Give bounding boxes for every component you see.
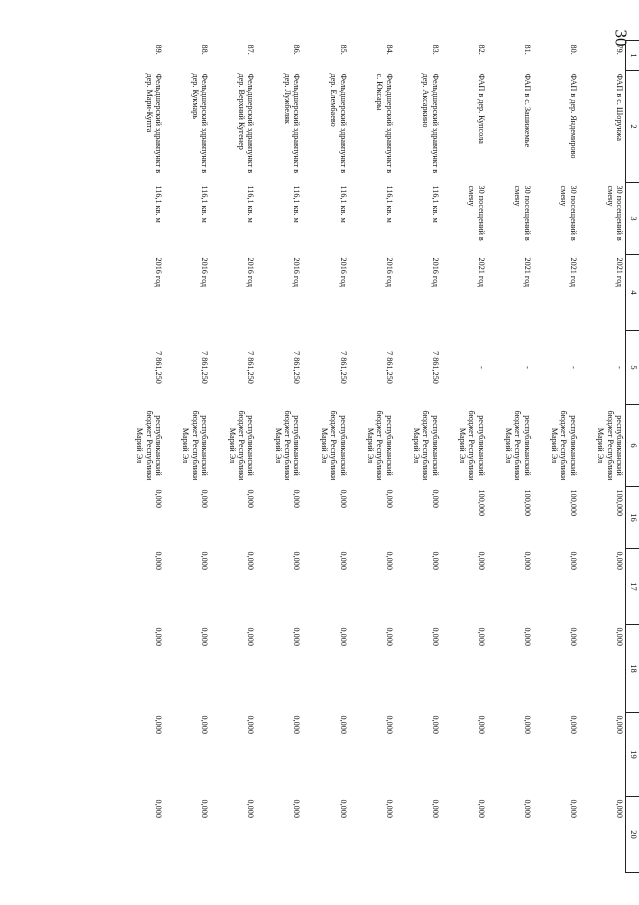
value-col-20: 0,000 xyxy=(615,799,624,818)
value-col-18: 0,000 xyxy=(154,627,164,646)
value-col-20: 0,000 xyxy=(246,799,256,818)
capacity: 116,1 кв. м xyxy=(338,185,348,223)
capacity: 116,1 кв. м xyxy=(430,185,440,223)
row-number: 88. xyxy=(200,44,210,55)
estimated-cost: - xyxy=(615,366,624,369)
capacity: 116,1 кв. м xyxy=(246,185,256,223)
table-row xyxy=(395,41,441,873)
funding-source: республиканский бюджет Республики Марий Эл xyxy=(273,410,302,481)
column-header-1: 1 xyxy=(626,41,639,71)
funding-source: республиканский бюджет Республики Марий Эл xyxy=(365,410,394,481)
value-col-20: 0,000 xyxy=(154,799,164,818)
value-col-18: 0,000 xyxy=(338,627,348,646)
table-body xyxy=(118,41,626,873)
value-col-17: 0,000 xyxy=(568,551,578,570)
completion-year: 2021 год xyxy=(568,257,578,288)
value-col-20: 0,000 xyxy=(522,799,532,818)
column-header-4: 4 xyxy=(626,255,639,331)
object-name: Фельдшерский здравпункт в дер. Кукмарь xyxy=(190,73,210,174)
rotated-table-container xyxy=(118,40,639,872)
table-row xyxy=(302,41,348,873)
value-col-20: 0,000 xyxy=(338,799,348,818)
funding-source: республиканский бюджет Республики Марий Эл xyxy=(319,410,348,481)
row-number: 89. xyxy=(154,44,164,55)
capacity: 30 посещений в смену xyxy=(513,185,532,241)
table-row xyxy=(441,41,487,873)
completion-year: 2021 год xyxy=(615,257,624,288)
column-header-2: 2 xyxy=(626,71,639,183)
row-number: 80. xyxy=(568,44,578,55)
funding-source: республиканский бюджет Республики Марий Эл xyxy=(411,410,440,481)
value-col-18: 0,000 xyxy=(476,627,486,646)
funding-source: республиканский бюджет Республики Марий Эл xyxy=(550,410,578,481)
value-col-17: 0,000 xyxy=(246,551,256,570)
funding-source: республиканский бюджет Республики Марий Эл xyxy=(457,410,486,481)
completion-year: 2016 год xyxy=(154,257,164,288)
value-col-17: 0,000 xyxy=(338,551,348,570)
column-header-6: 6 xyxy=(626,405,639,487)
estimated-cost: 7 861,250 xyxy=(154,351,164,384)
value-col-20: 0,000 xyxy=(430,799,440,818)
capacity: 116,1 кв. м xyxy=(292,185,302,223)
value-col-17: 0,000 xyxy=(384,551,394,570)
value-col-16: 0,000 xyxy=(338,489,348,508)
value-col-18: 0,000 xyxy=(568,627,578,646)
value-col-17: 0,000 xyxy=(522,551,532,570)
value-col-16: 0,000 xyxy=(246,489,256,508)
row-number: 86. xyxy=(292,44,302,55)
value-col-18: 0,000 xyxy=(522,627,532,646)
value-col-18: 0,000 xyxy=(200,627,210,646)
table-row xyxy=(487,41,533,873)
table-row xyxy=(256,41,302,873)
column-header-18: 18 xyxy=(626,625,639,713)
capacity: 116,1 кв. м xyxy=(154,185,164,223)
funding-source: республиканский бюджет Республики Марий Эл xyxy=(596,410,624,481)
completion-year: 2016 год xyxy=(384,257,394,288)
estimated-cost: 7 861,250 xyxy=(430,351,440,384)
funding-source: республиканский бюджет Республики Марий Эл xyxy=(135,410,164,481)
value-col-19: 0,000 xyxy=(200,715,210,734)
value-col-18: 0,000 xyxy=(246,627,256,646)
column-header-17: 17 xyxy=(626,549,639,625)
header-row xyxy=(626,41,639,873)
completion-year: 2021 год xyxy=(522,257,532,288)
row-number: 87. xyxy=(246,44,256,55)
funding-source: республиканский бюджет Республики Марий Эл xyxy=(181,410,210,481)
table-row xyxy=(118,41,164,873)
value-col-16: 0,000 xyxy=(154,489,164,508)
object-name: Фельдшерский здравпункт в с. Юксары xyxy=(375,73,394,174)
value-col-18: 0,000 xyxy=(615,627,624,646)
value-col-20: 0,000 xyxy=(292,799,302,818)
value-col-19: 0,000 xyxy=(154,715,164,734)
value-col-20: 0,000 xyxy=(568,799,578,818)
row-number: 81. xyxy=(522,44,532,55)
row-number: 83. xyxy=(430,44,440,55)
table-row xyxy=(210,41,256,873)
row-number: 82. xyxy=(476,44,486,55)
value-col-16: 0,000 xyxy=(384,489,394,508)
completion-year: 2016 год xyxy=(430,257,440,288)
value-col-19: 0,000 xyxy=(568,715,578,734)
value-col-17: 0,000 xyxy=(430,551,440,570)
value-col-16: 0,000 xyxy=(430,489,440,508)
estimated-cost: 7 861,250 xyxy=(384,351,394,384)
value-col-17: 0,000 xyxy=(154,551,164,570)
column-header-20: 20 xyxy=(626,797,639,873)
value-col-19: 0,000 xyxy=(522,715,532,734)
value-col-16: 100,000 xyxy=(476,489,486,517)
table-row xyxy=(579,41,626,873)
object-name: ФАП в с. Зашижемье xyxy=(522,73,532,148)
object-name: ФАП в дер. Яндемирово xyxy=(568,73,578,159)
value-col-19: 0,000 xyxy=(384,715,394,734)
value-col-20: 0,000 xyxy=(200,799,210,818)
value-col-19: 0,000 xyxy=(615,715,624,734)
table-row xyxy=(164,41,210,873)
value-col-18: 0,000 xyxy=(292,627,302,646)
value-col-19: 0,000 xyxy=(338,715,348,734)
column-header-16: 16 xyxy=(626,487,639,549)
completion-year: 2016 год xyxy=(246,257,256,288)
capacity: 30 посещений в смену xyxy=(605,185,624,241)
completion-year: 2016 год xyxy=(200,257,210,288)
value-col-19: 0,000 xyxy=(430,715,440,734)
capacity: 116,1 кв. м xyxy=(200,185,210,223)
table-header xyxy=(626,41,639,873)
estimated-cost: - xyxy=(568,366,578,369)
row-number: 79. xyxy=(615,44,624,55)
completion-year: 2021 год xyxy=(476,257,486,288)
value-col-19: 0,000 xyxy=(246,715,256,734)
estimated-cost: - xyxy=(476,366,486,369)
estimated-cost: 7 861,250 xyxy=(200,351,210,384)
completion-year: 2016 год xyxy=(338,257,348,288)
value-col-18: 0,000 xyxy=(430,627,440,646)
value-col-19: 0,000 xyxy=(292,715,302,734)
value-col-17: 0,000 xyxy=(200,551,210,570)
estimated-cost: 7 861,250 xyxy=(338,351,348,384)
value-col-18: 0,000 xyxy=(384,627,394,646)
value-col-17: 0,000 xyxy=(476,551,486,570)
row-number: 85. xyxy=(338,44,348,55)
objects-table xyxy=(118,40,639,873)
value-col-16: 100,000 xyxy=(522,489,532,517)
table-row xyxy=(349,41,395,873)
object-name: ФАП в дер. Купсола xyxy=(476,73,486,144)
capacity: 30 посещений в смену xyxy=(467,185,486,241)
page-number: 30 xyxy=(611,29,631,47)
object-name: ФАП в с. Шорунжа xyxy=(615,73,624,142)
row-number: 84. xyxy=(384,44,394,55)
funding-source: республиканский бюджет Республики Марий Эл xyxy=(504,410,532,481)
column-header-3: 3 xyxy=(626,183,639,255)
capacity: 30 посещений в смену xyxy=(559,185,578,241)
value-col-16: 100,000 xyxy=(568,489,578,517)
object-name: Фельдшерский здравпункт в дер. Аксаркино xyxy=(421,73,440,174)
value-col-16: 0,000 xyxy=(292,489,302,508)
value-col-20: 0,000 xyxy=(476,799,486,818)
value-col-17: 0,000 xyxy=(292,551,302,570)
value-col-16: 100,000 xyxy=(615,489,624,517)
capacity: 116,1 кв. м xyxy=(384,185,394,223)
column-header-5: 5 xyxy=(626,331,639,405)
value-col-17: 0,000 xyxy=(615,551,624,570)
table-row xyxy=(533,41,579,873)
object-name: Фельдшерский здравпункт в дер. Мари-Купта xyxy=(144,73,164,174)
object-name: Фельдшерский здравпункт в дер. Лужбеляк xyxy=(283,73,302,174)
estimated-cost: 7 861,250 xyxy=(246,351,256,384)
estimated-cost: 7 861,250 xyxy=(292,351,302,384)
value-col-16: 0,000 xyxy=(200,489,210,508)
value-col-20: 0,000 xyxy=(384,799,394,818)
object-name: Фельдшерский здравпункт в дер. Верхний Кугенер xyxy=(236,73,256,174)
value-col-19: 0,000 xyxy=(476,715,486,734)
object-name: Фельдшерский здравпункт в дер. Елембаево xyxy=(329,73,348,174)
funding-source: республиканский бюджет Республики Марий Эл xyxy=(227,410,256,481)
estimated-cost: - xyxy=(522,366,532,369)
completion-year: 2016 год xyxy=(292,257,302,288)
column-header-19: 19 xyxy=(626,713,639,797)
